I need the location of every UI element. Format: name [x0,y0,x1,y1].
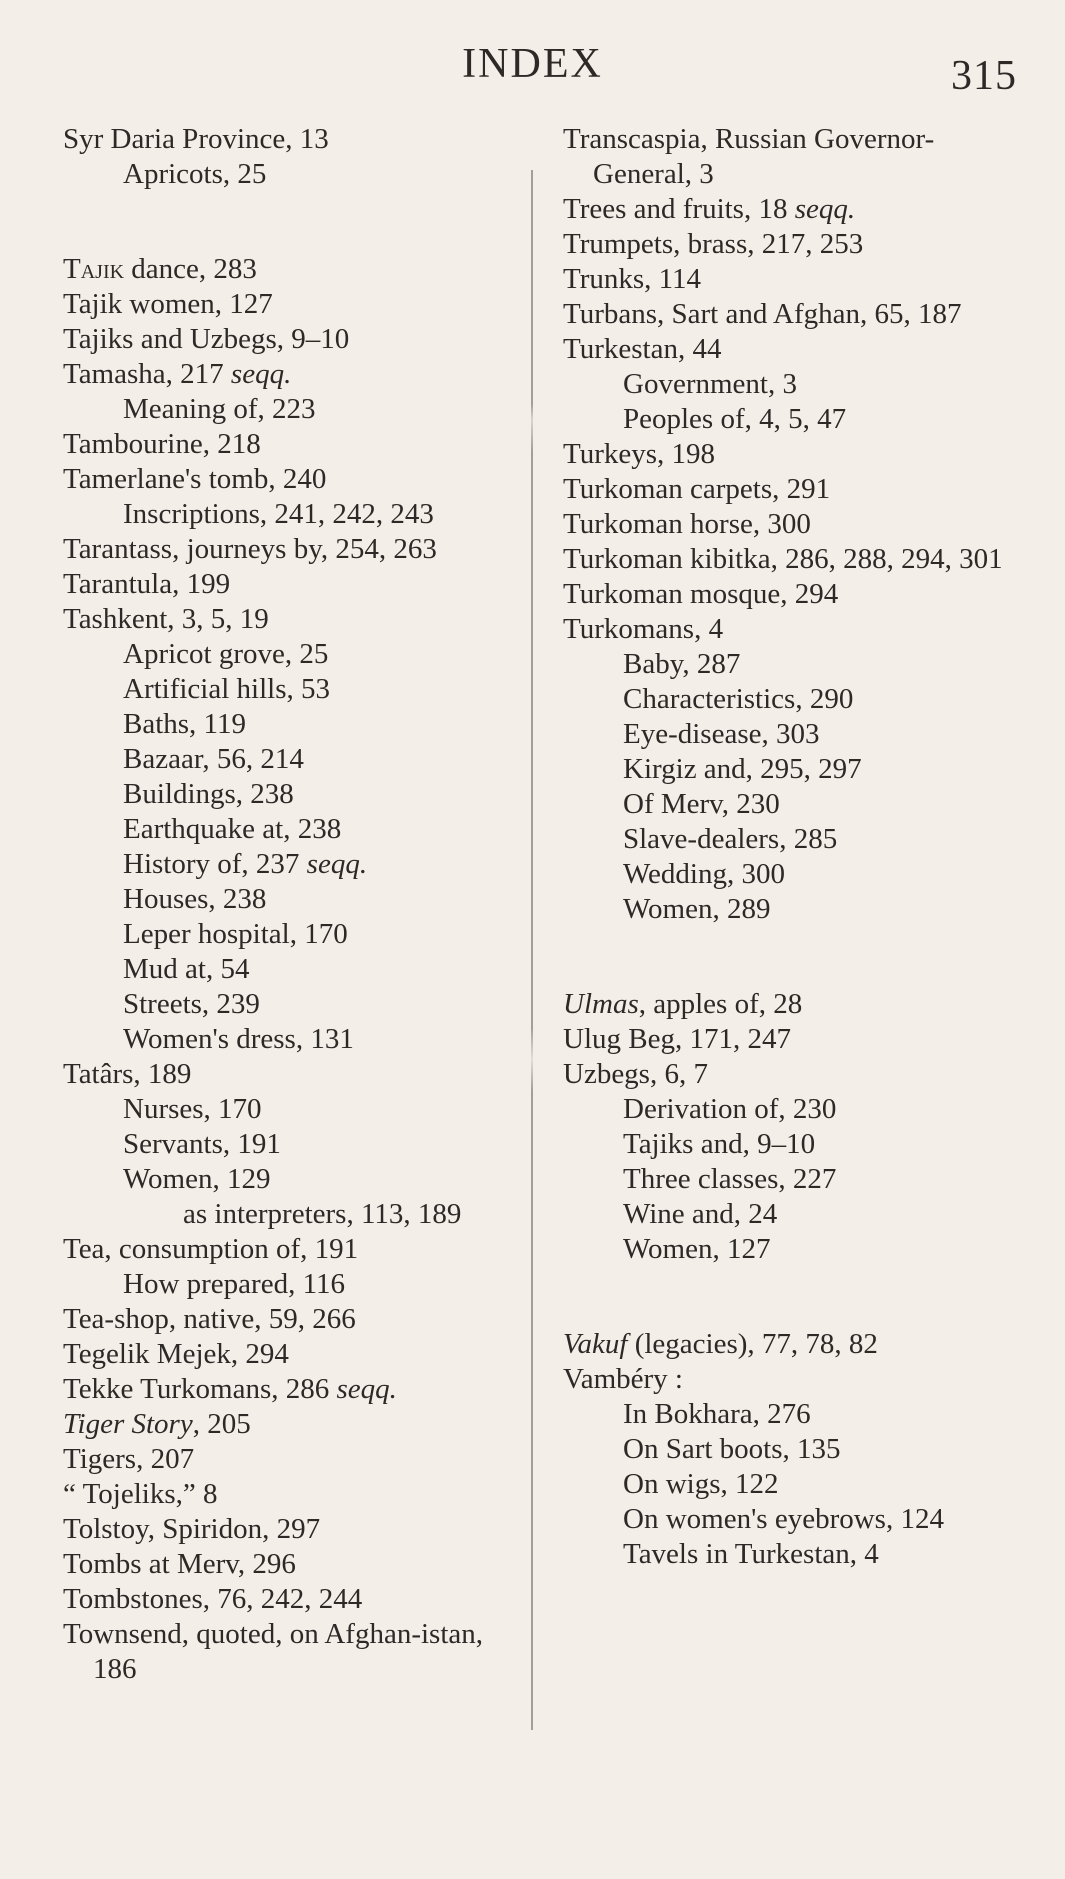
index-subentry: Bazaar, 56, 214 [123,743,304,775]
index-entry: Tamasha, 217 seqq. [63,358,292,390]
index-subentry: Streets, 239 [123,988,260,1020]
column-divider [531,170,533,1730]
index-entry: Tarantass, journeys by, 254, 263 [63,533,437,565]
index-subentry: Slave-dealers, 285 [623,823,838,855]
index-subentry: Apricot grove, 25 [123,638,329,670]
index-subentry: Of Merv, 230 [623,788,780,820]
index-entry: Turkoman mosque, 294 [563,578,839,610]
index-entry: Trunks, 114 [563,263,702,295]
index-subentry: Servants, 191 [123,1128,281,1160]
section-spacer [563,1267,1028,1327]
index-subentry: Wine and, 24 [623,1198,778,1230]
index-subentry: Women, 129 [123,1163,271,1195]
index-entry: Ulug Beg, 171, 247 [563,1023,791,1055]
index-subentry: Nurses, 170 [123,1093,262,1125]
index-column-left [63,122,519,1687]
index-entry: Turbans, Sart and Afghan, 65, 187 [563,298,962,330]
index-entry: Tombstones, 76, 242, 244 [63,1583,363,1615]
index-subentry: In Bokhara, 276 [623,1398,811,1430]
index-subentry: Kirgiz and, 295, 297 [623,753,862,785]
page-header [0,40,1065,100]
index-entry: Townsend, quoted, on Afghan-istan, 186 [63,1618,484,1685]
index-subentry: Mud at, 54 [123,953,250,985]
index-entry: Tajik women, 127 [63,288,273,320]
index-subentry: On wigs, 122 [623,1468,779,1500]
index-subentry: Women, 127 [623,1233,771,1265]
index-subentry: Characteristics, 290 [623,683,854,715]
index-entry: Tambourine, 218 [63,428,261,460]
index-subentry: Leper hospital, 170 [123,918,348,950]
index-entry: Tatârs, 189 [63,1058,192,1090]
index-entry: Tolstoy, Spiridon, 297 [63,1513,321,1545]
index-column-right [563,122,1028,1572]
index-subentry: Meaning of, 223 [123,393,316,425]
index-entry: Turkoman kibitka, 286, 288, 294, 301 [563,543,1003,575]
index-entry: Vambéry : [563,1363,683,1395]
index-subentry: Earthquake at, 238 [123,813,342,845]
index-subentry: Peoples of, 4, 5, 47 [623,403,847,435]
index-entry: Tea-shop, native, 59, 266 [63,1303,356,1335]
section-spacer [563,927,1028,987]
index-entry: Tarantula, 199 [63,568,231,600]
index-subentry: Tajiks and, 9–10 [623,1128,816,1160]
index-entry: Tajik dance, 283 [63,253,257,285]
index-entry: Tegelik Mejek, 294 [63,1338,289,1370]
index-entry: Syr Daria Province, 13 [63,123,329,155]
index-subentry: Buildings, 238 [123,778,294,810]
index-entry: Tekke Turkomans, 286 seqq. [63,1373,397,1405]
index-subentry: On women's eyebrows, 124 [623,1503,944,1535]
index-subentry: Government, 3 [623,368,797,400]
index-subentry: as interpreters, 113, 189 [183,1198,462,1230]
index-entry: Turkestan, 44 [563,333,722,365]
index-subentry: Apricots, 25 [123,158,267,190]
index-subentry: History of, 237 seqq. [123,848,368,880]
index-subentry: Eye-disease, 303 [623,718,820,750]
page-number: 315 [951,53,1017,99]
index-subentry: On Sart boots, 135 [623,1433,841,1465]
index-entry: Uzbegs, 6, 7 [563,1058,708,1090]
index-subentry: Wedding, 300 [623,858,785,890]
page-title: INDEX [462,41,603,87]
index-entry: Tombs at Merv, 296 [63,1548,296,1580]
index-entry: Tigers, 207 [63,1443,195,1475]
index-entry: Vakuf (legacies), 77, 78, 82 [563,1328,878,1360]
index-subentry: Houses, 238 [123,883,267,915]
index-entry: “ Tojeliks,” 8 [63,1478,218,1510]
index-subentry: Tavels in Turkestan, 4 [623,1538,879,1570]
index-entry: Turkeys, 198 [563,438,716,470]
index-entry: Turkoman carpets, 291 [563,473,831,505]
section-spacer [63,192,519,252]
index-entry: Tea, consumption of, 191 [63,1233,359,1265]
index-entry: Turkoman horse, 300 [563,508,811,540]
index-subentry: Baby, 287 [623,648,741,680]
index-entry: Trees and fruits, 18 seqq. [563,193,856,225]
index-entry: Trumpets, brass, 217, 253 [563,228,864,260]
index-subentry: Three classes, 227 [623,1163,837,1195]
index-subentry: Inscriptions, 241, 242, 243 [123,498,434,530]
index-entry: Tiger Story, 205 [63,1408,251,1440]
index-subentry: Baths, 119 [123,708,246,740]
index-entry: Ulmas, apples of, 28 [563,988,803,1020]
index-subentry: Women's dress, 131 [123,1023,354,1055]
index-entry: Tashkent, 3, 5, 19 [63,603,269,635]
index-entry: Tamerlane's tomb, 240 [63,463,327,495]
index-subentry: How prepared, 116 [123,1268,345,1300]
index-subentry: Women, 289 [623,893,771,925]
index-entry: Tajiks and Uzbegs, 9–10 [63,323,350,355]
index-entry: Turkomans, 4 [563,613,724,645]
index-subentry: Artificial hills, 53 [123,673,330,705]
index-subentry: Derivation of, 230 [623,1093,837,1125]
index-entry: Transcaspia, Russian Governor-General, 3 [563,123,935,190]
